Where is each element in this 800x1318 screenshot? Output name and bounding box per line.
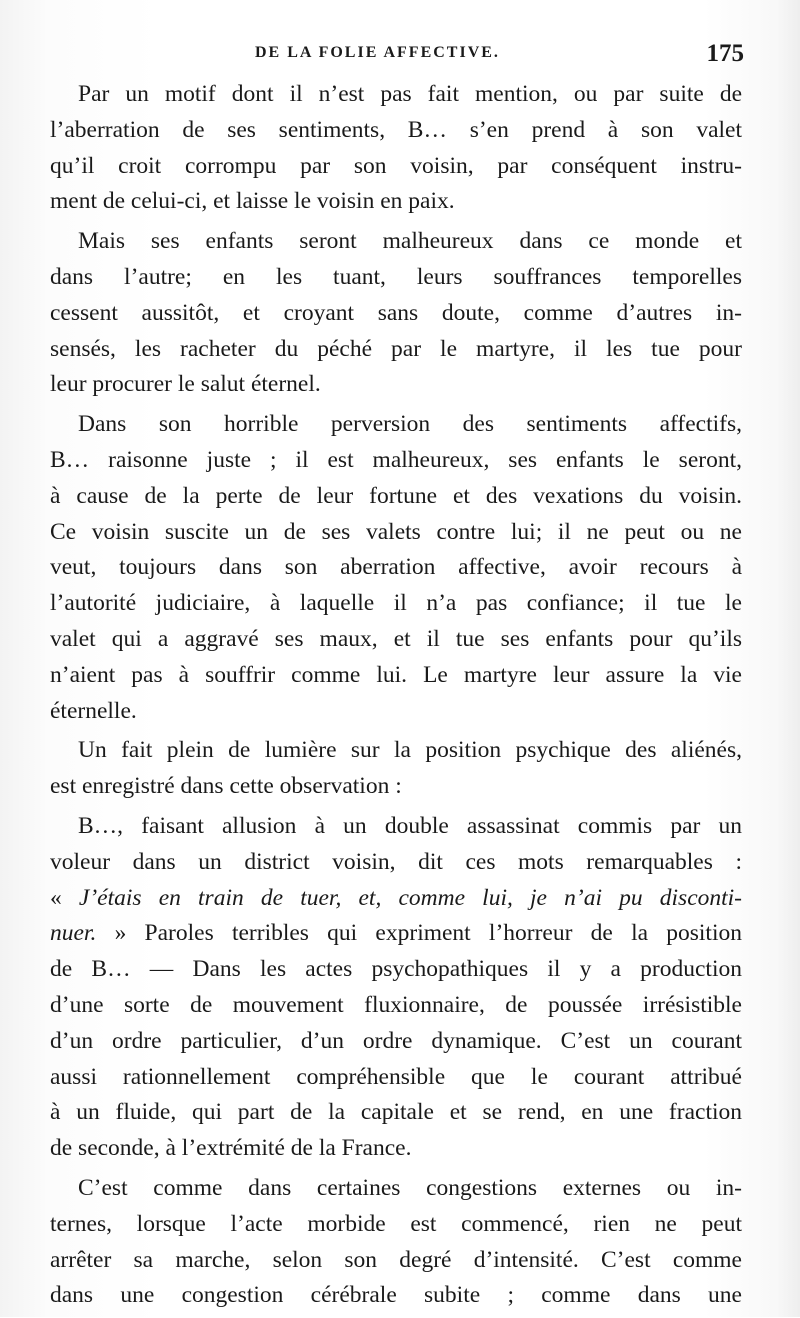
text-line: à un fluide, qui part de la capitale et se rend, en une fraction [50, 1099, 742, 1126]
text-line: valet qui a aggravé ses maux, et il tue ses enfants pour qu’ils [50, 625, 742, 652]
text-line: Mais ses enfants seront malheureux dans ce monde et [78, 228, 742, 255]
text-line: l’autorité judiciaire, à laquelle il n’a pas confiance; il tue le [50, 590, 742, 617]
quote-italic-text: nuer. [50, 920, 97, 947]
quote-line [50, 916, 742, 952]
text-line: de B… — Dans les actes psychopathiques il y a production [50, 956, 742, 983]
text-line: d’un ordre particulier, d’un ordre dynamique. C’est un courant [50, 1027, 742, 1054]
text-line: Ce voisin suscite un de ses valets contre lui; il ne peut ou ne [50, 518, 742, 545]
text-line: dans l’autre; en les tuant, leurs souffrances temporelles [50, 263, 742, 290]
text-line: Un fait plein de lumière sur la position psychique des aliénés, [78, 737, 742, 764]
paragraph [50, 407, 742, 729]
text-line: dans une congestion cérébrale subite ; comme dans une [50, 1282, 742, 1309]
text-line: ment de celui-ci, et laisse le voisin en paix. [50, 188, 455, 215]
text-line: voleur dans un district voisin, dit ces mots remarquables : [50, 848, 742, 875]
paragraph [50, 809, 742, 1167]
paragraph [50, 77, 742, 220]
paragraph [50, 224, 742, 403]
text-line: à cause de la perte de leur fortune et des vexations du voisin. [50, 482, 742, 509]
paragraph [50, 1171, 742, 1314]
text-line: ternes, lorsque l’acte morbide est commencé, rien ne peut [50, 1210, 742, 1237]
page-header [255, 40, 744, 74]
text-line: n’aient pas à souffrir comme lui. Le martyre leur assure la vie [50, 661, 742, 688]
text-line: Dans son horrible perversion des sentiments affectifs, [78, 411, 742, 438]
quote-line [50, 881, 742, 917]
text-line: B…, faisant allusion à un double assassinat commis par un [78, 812, 742, 839]
running-head: DE LA FOLIE AFFECTIVE. [255, 44, 500, 61]
text-line: Par un motif dont il n’est pas fait mention, ou par suite de [78, 81, 742, 107]
quote-italic-text: J’étais en train de tuer, et, comme lui, je n’ai pu disconti- [78, 884, 743, 911]
text-line: qu’il croit corrompu par son voisin, par conséquent instru- [50, 152, 742, 179]
text-line: cessent aussitôt, et croyant sans doute, comme d’autres in- [50, 299, 742, 326]
text-line: veut, toujours dans son aberration affective, avoir recours à [50, 554, 742, 581]
text-line: C’est comme dans certaines congestions externes ou in- [78, 1174, 742, 1201]
text-line: aussi rationnellement compréhensible que le courant attribué [50, 1063, 742, 1090]
text-line: B… raisonne juste ; il est malheureux, ses enfants le seront, [50, 446, 742, 473]
page-number: 175 [706, 40, 744, 67]
text-line: éternelle. [50, 697, 137, 724]
text-line: d’une sorte de mouvement fluxionnaire, de poussée irrésistible [50, 991, 742, 1018]
body-text [50, 77, 742, 1318]
quote-roman-text: » Paroles terribles qui expriment l’horreur de la position [96, 920, 742, 947]
text-line: leur procurer le salut éternel. [50, 371, 321, 398]
text-line: est enregistré dans cette observation : [50, 773, 402, 800]
text-line: l’aberration de ses sentiments, B… s’en prend à son valet [50, 116, 742, 143]
text-line: sensés, les racheter du péché par le martyre, il les tue pour [50, 335, 742, 362]
paragraph [50, 733, 742, 805]
text-line: de seconde, à l’extrémité de la France. [50, 1135, 412, 1162]
text-line: arrêter sa marche, selon son degré d’intensité. C’est comme [50, 1246, 742, 1273]
quote-open: « [50, 884, 79, 911]
